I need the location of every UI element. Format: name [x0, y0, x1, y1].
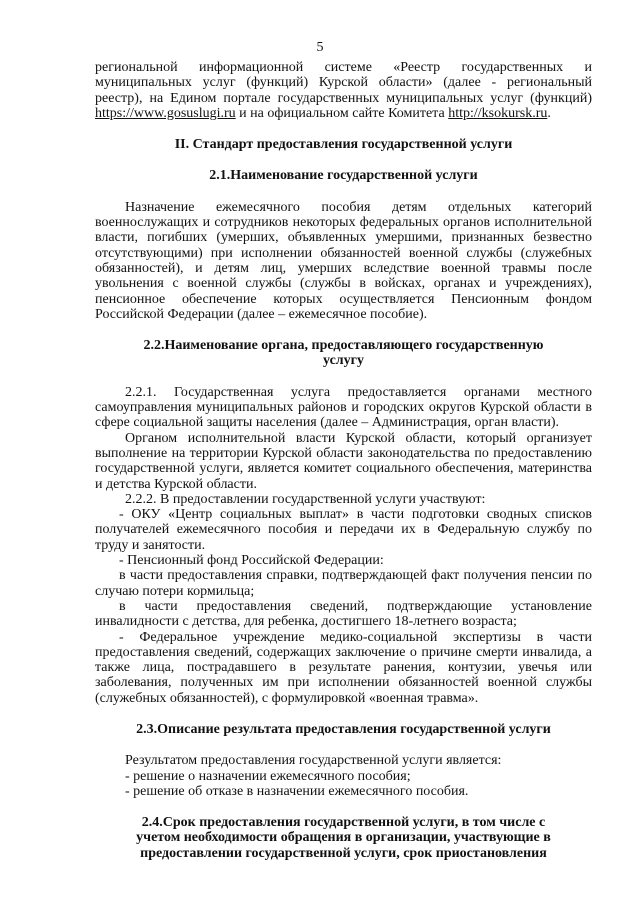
pension-fund-paragraph: - Пенсионный фонд Российской Федерации:	[119, 553, 384, 569]
disability-info-paragraph: в части предоставления сведений, подтверждающие установление инвалидности с детства, для ребенка, достигшего 18-летнего возраста;	[95, 598, 592, 630]
section-2-1-heading: 2.1.Наименование государственной услуги	[209, 168, 478, 184]
page-number: 5	[316, 40, 324, 55]
intro-paragraph	[95, 60, 592, 121]
section-2-4-heading-line2: учетом необходимости обращения в организации, участвующие в	[136, 830, 551, 846]
pension-certificate-paragraph: в части предоставления справки, подтверждающей факт получения пенсии по случаю потери кормильца;	[95, 568, 592, 599]
intro-text-mid: и на официальном сайте Комитета	[235, 105, 449, 121]
result-intro: Результатом предоставления государственной услуги является:	[125, 753, 502, 769]
intro-text-before: региональной информационной системе «Реестр государственных и муниципальных услуг (функций) Курской области» (далее - региональный реестр), на Едином портале государственных муниципальных услуг (функций)	[95, 60, 592, 106]
section-2-4-heading	[95, 815, 592, 861]
document-body	[95, 60, 592, 861]
section-2-2-2-paragraph: 2.2.2. В предоставлении государственной услуги участвуют:	[125, 491, 486, 507]
section-2-2-heading	[95, 338, 592, 369]
section-2-4-heading-line3: предоставлении государственной услуги, срок приостановления	[140, 845, 547, 861]
result-item: - решение об отказе в назначении ежемесячного пособия.	[125, 783, 469, 799]
result-list	[95, 753, 592, 799]
result-item: - решение о назначении ежемесячного пособия;	[125, 768, 411, 784]
section-2-3-heading: 2.3.Описание результата предоставления государственной услуги	[136, 721, 551, 737]
ksokursk-link[interactable]: http://ksokursk.ru	[448, 105, 548, 121]
section-2-1-text: Назначение ежемесячного пособия детям отдельных категорий военнослужащих и сотрудников некоторых федеральных органов исполнительной власти, погибших (умерших, объявленных умершими, признанных безвестно отсутствующими) при исполнении обязанностей военной службы (служебных обязанностей), и детям лиц, умерших вследствие военной травмы после увольнения с военной службы (службы в войсках, органах и учреждениях), пенсионное обеспечение которых осуществляется Пенсионным фондом Российской Федерации (далее – ежемесячное пособие).	[95, 199, 592, 322]
intro-text-end: .	[547, 105, 551, 121]
section-2-heading: II. Стандарт предоставления государственной услуги	[174, 137, 513, 153]
oku-participant-paragraph: - ОКУ «Центр социальных выплат» в части подготовки сводных списков получателей ежемесячного пособия и передачи их в Федеральную службу по труду и занятости.	[95, 507, 592, 553]
section-2-2-1-paragraph: 2.2.1. Государственная услуга предоставляется органами местного самоуправления муниципальных районов и городских округов Курской области в сфере социальной защиты населения (далее – Администрация, орган власти).	[95, 384, 592, 431]
section-2-2-heading-line1: 2.2.Наименование органа, предоставляющего государственную	[143, 338, 544, 354]
gosuslugi-link[interactable]: https://www.gosuslugi.ru	[95, 105, 236, 121]
executive-body-paragraph: Органом исполнительной власти Курской области, который организует выполнение на территории Курской области законодательства по предоставлению государственной услуги, является комитет социального обеспечения, материнства и детства Курской области.	[95, 430, 592, 492]
medical-expertise-paragraph: - Федеральное учреждение медико-социальной экспертизы в части предоставления сведений, содержащих заключение о причине смерти инвалида, а также лица, пострадавшего в результате ранения, контузии, увечья или заболевания, полученных им при исполнении обязанностей военной службы (служебных обязанностей), с формулировкой «военная травма».	[95, 629, 592, 706]
section-2-4-heading-line1: 2.4.Срок предоставления государственной услуги, в том числе с	[141, 815, 546, 831]
section-2-2-heading-line2: услугу	[323, 353, 364, 369]
